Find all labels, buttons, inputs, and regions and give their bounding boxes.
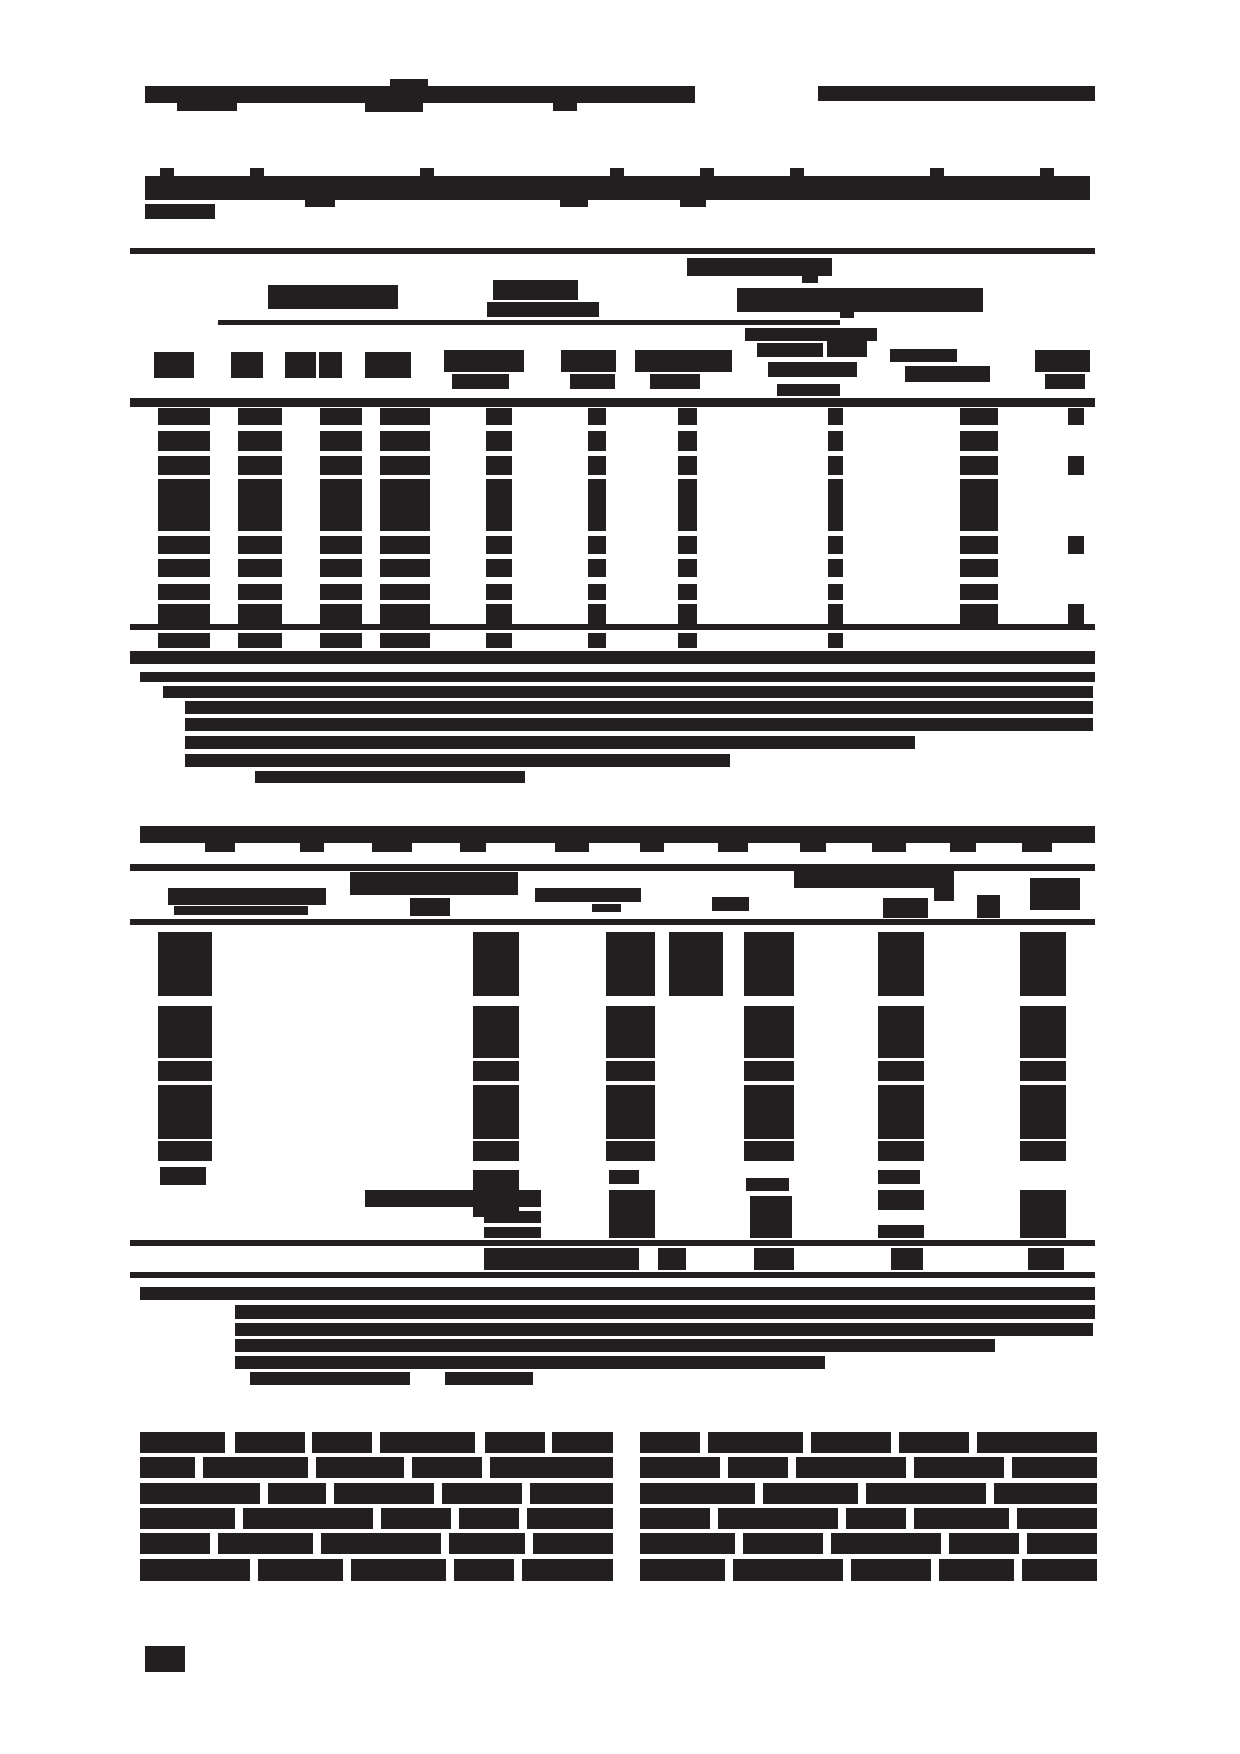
text-line-segment	[899, 1432, 969, 1453]
text-line-segment	[977, 1432, 1097, 1453]
text-line-segment	[718, 1508, 838, 1529]
text-line-segment	[728, 1457, 788, 1478]
text-line-segment	[640, 1432, 700, 1453]
text-line-segment	[796, 1457, 906, 1478]
text-line-segment	[1022, 1559, 1097, 1581]
text-line-segment	[640, 1508, 710, 1529]
text-line-segment	[640, 1483, 755, 1504]
text-line-segment	[1017, 1508, 1097, 1529]
text-line-segment	[763, 1483, 858, 1504]
text-line-segment	[939, 1559, 1014, 1581]
text-line-segment	[640, 1559, 725, 1581]
text-line-segment	[811, 1432, 891, 1453]
text-line-segment	[640, 1533, 735, 1554]
text-line-segment	[994, 1483, 1097, 1504]
text-line-segment	[708, 1432, 803, 1453]
text-line-segment	[640, 1457, 720, 1478]
text-line-segment	[831, 1533, 941, 1554]
text-line-segment	[914, 1457, 1004, 1478]
text-line-segment	[866, 1483, 986, 1504]
text-line-segment	[846, 1508, 906, 1529]
text-line-segment	[851, 1559, 931, 1581]
text-line-segment	[743, 1533, 823, 1554]
text-line-segment	[1027, 1533, 1097, 1554]
text-line-segment	[1012, 1457, 1097, 1478]
text-line-segment	[733, 1559, 843, 1581]
text-line-segment	[949, 1533, 1019, 1554]
text-line-segment	[914, 1508, 1009, 1529]
